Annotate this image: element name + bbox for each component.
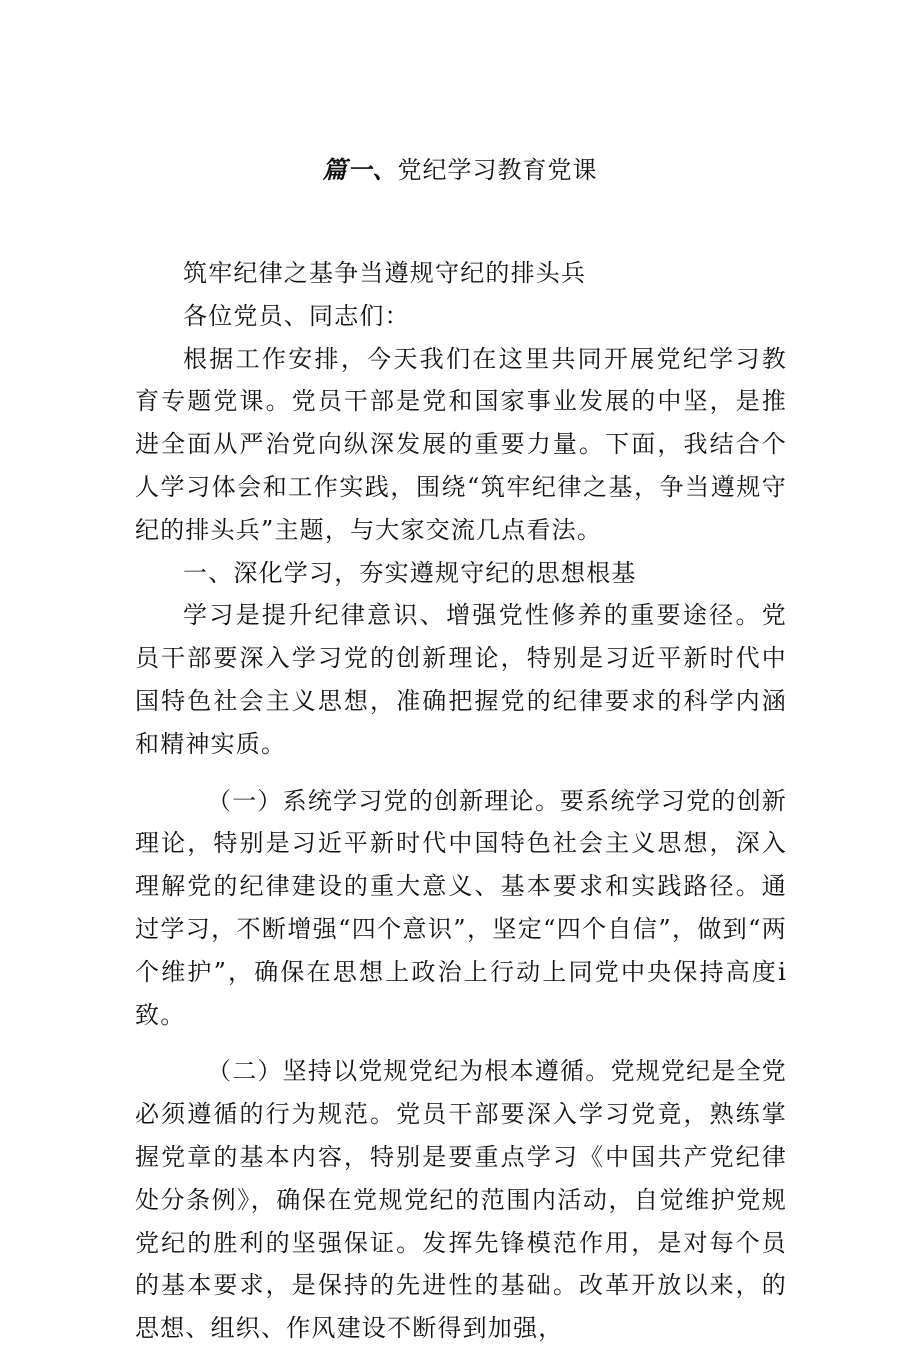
title-text: 党纪学习教育党课 — [397, 156, 598, 184]
intro-paragraph: 根据工作安排，今天我们在这里共同开展党纪学习教育专题党课。党员干部是党和国家事业发展的中坚，是推进全面从严治党向纵深发展的重要力量。下面，我结合个人学习体会和工作实践，围绕“筑牢纪律之基，争当遵规守纪的排头兵”主题，与大家交流几点看法。 — [135, 344, 787, 544]
item-1-paragraph: （一）系统学习党的创新理论。要系统学习党的创新理论，特别是习近平新时代中国特色社会主义思想，深入理解党的纪律建设的重大意义、基本要求和实践路径。通过学习，不断增强“四个意识”，坚定“四个自信”，做到“两个维护”，确保在思想上政治上行动上同党中央保持高度i致。 — [135, 786, 787, 1029]
section-1-paragraph: 学习是提升纪律意识、增强党性修养的重要途径。党员干部要深入学习党的创新理论，特别是习近平新时代中国特色社会主义思想，准确把握党的纪律要求的科学内涵和精神实质。 — [135, 601, 787, 758]
title-prefix: 篇一、 — [322, 155, 398, 184]
section-heading-1: 一、深化学习，夯实遵规守纪的思想根基 — [183, 558, 637, 587]
greeting: 各位党员、同志们： — [183, 301, 410, 330]
document-body — [135, 252, 787, 1350]
item-2-paragraph: （二）坚持以党规党纪为根本遵循。党规党纪是全党必须遵循的行为规范。党员干部要深入学习党竟，熟练掌握党章的基本内容，特别是要重点学习《中国共产党纪律处分条例》，确保在党规党纪的范围内活动，自觉维护党规党纪的胜利的坚强保证。发挥先锋模范作用，是对每个员的基本要求，是保持的先进性的基础。改革开放以来，的思想、组织、作风建设不断得到加强， — [135, 1057, 787, 1343]
speech-title: 筑牢纪律之基争当遵规守纪的排头兵 — [183, 259, 587, 287]
document-title — [0, 150, 920, 190]
